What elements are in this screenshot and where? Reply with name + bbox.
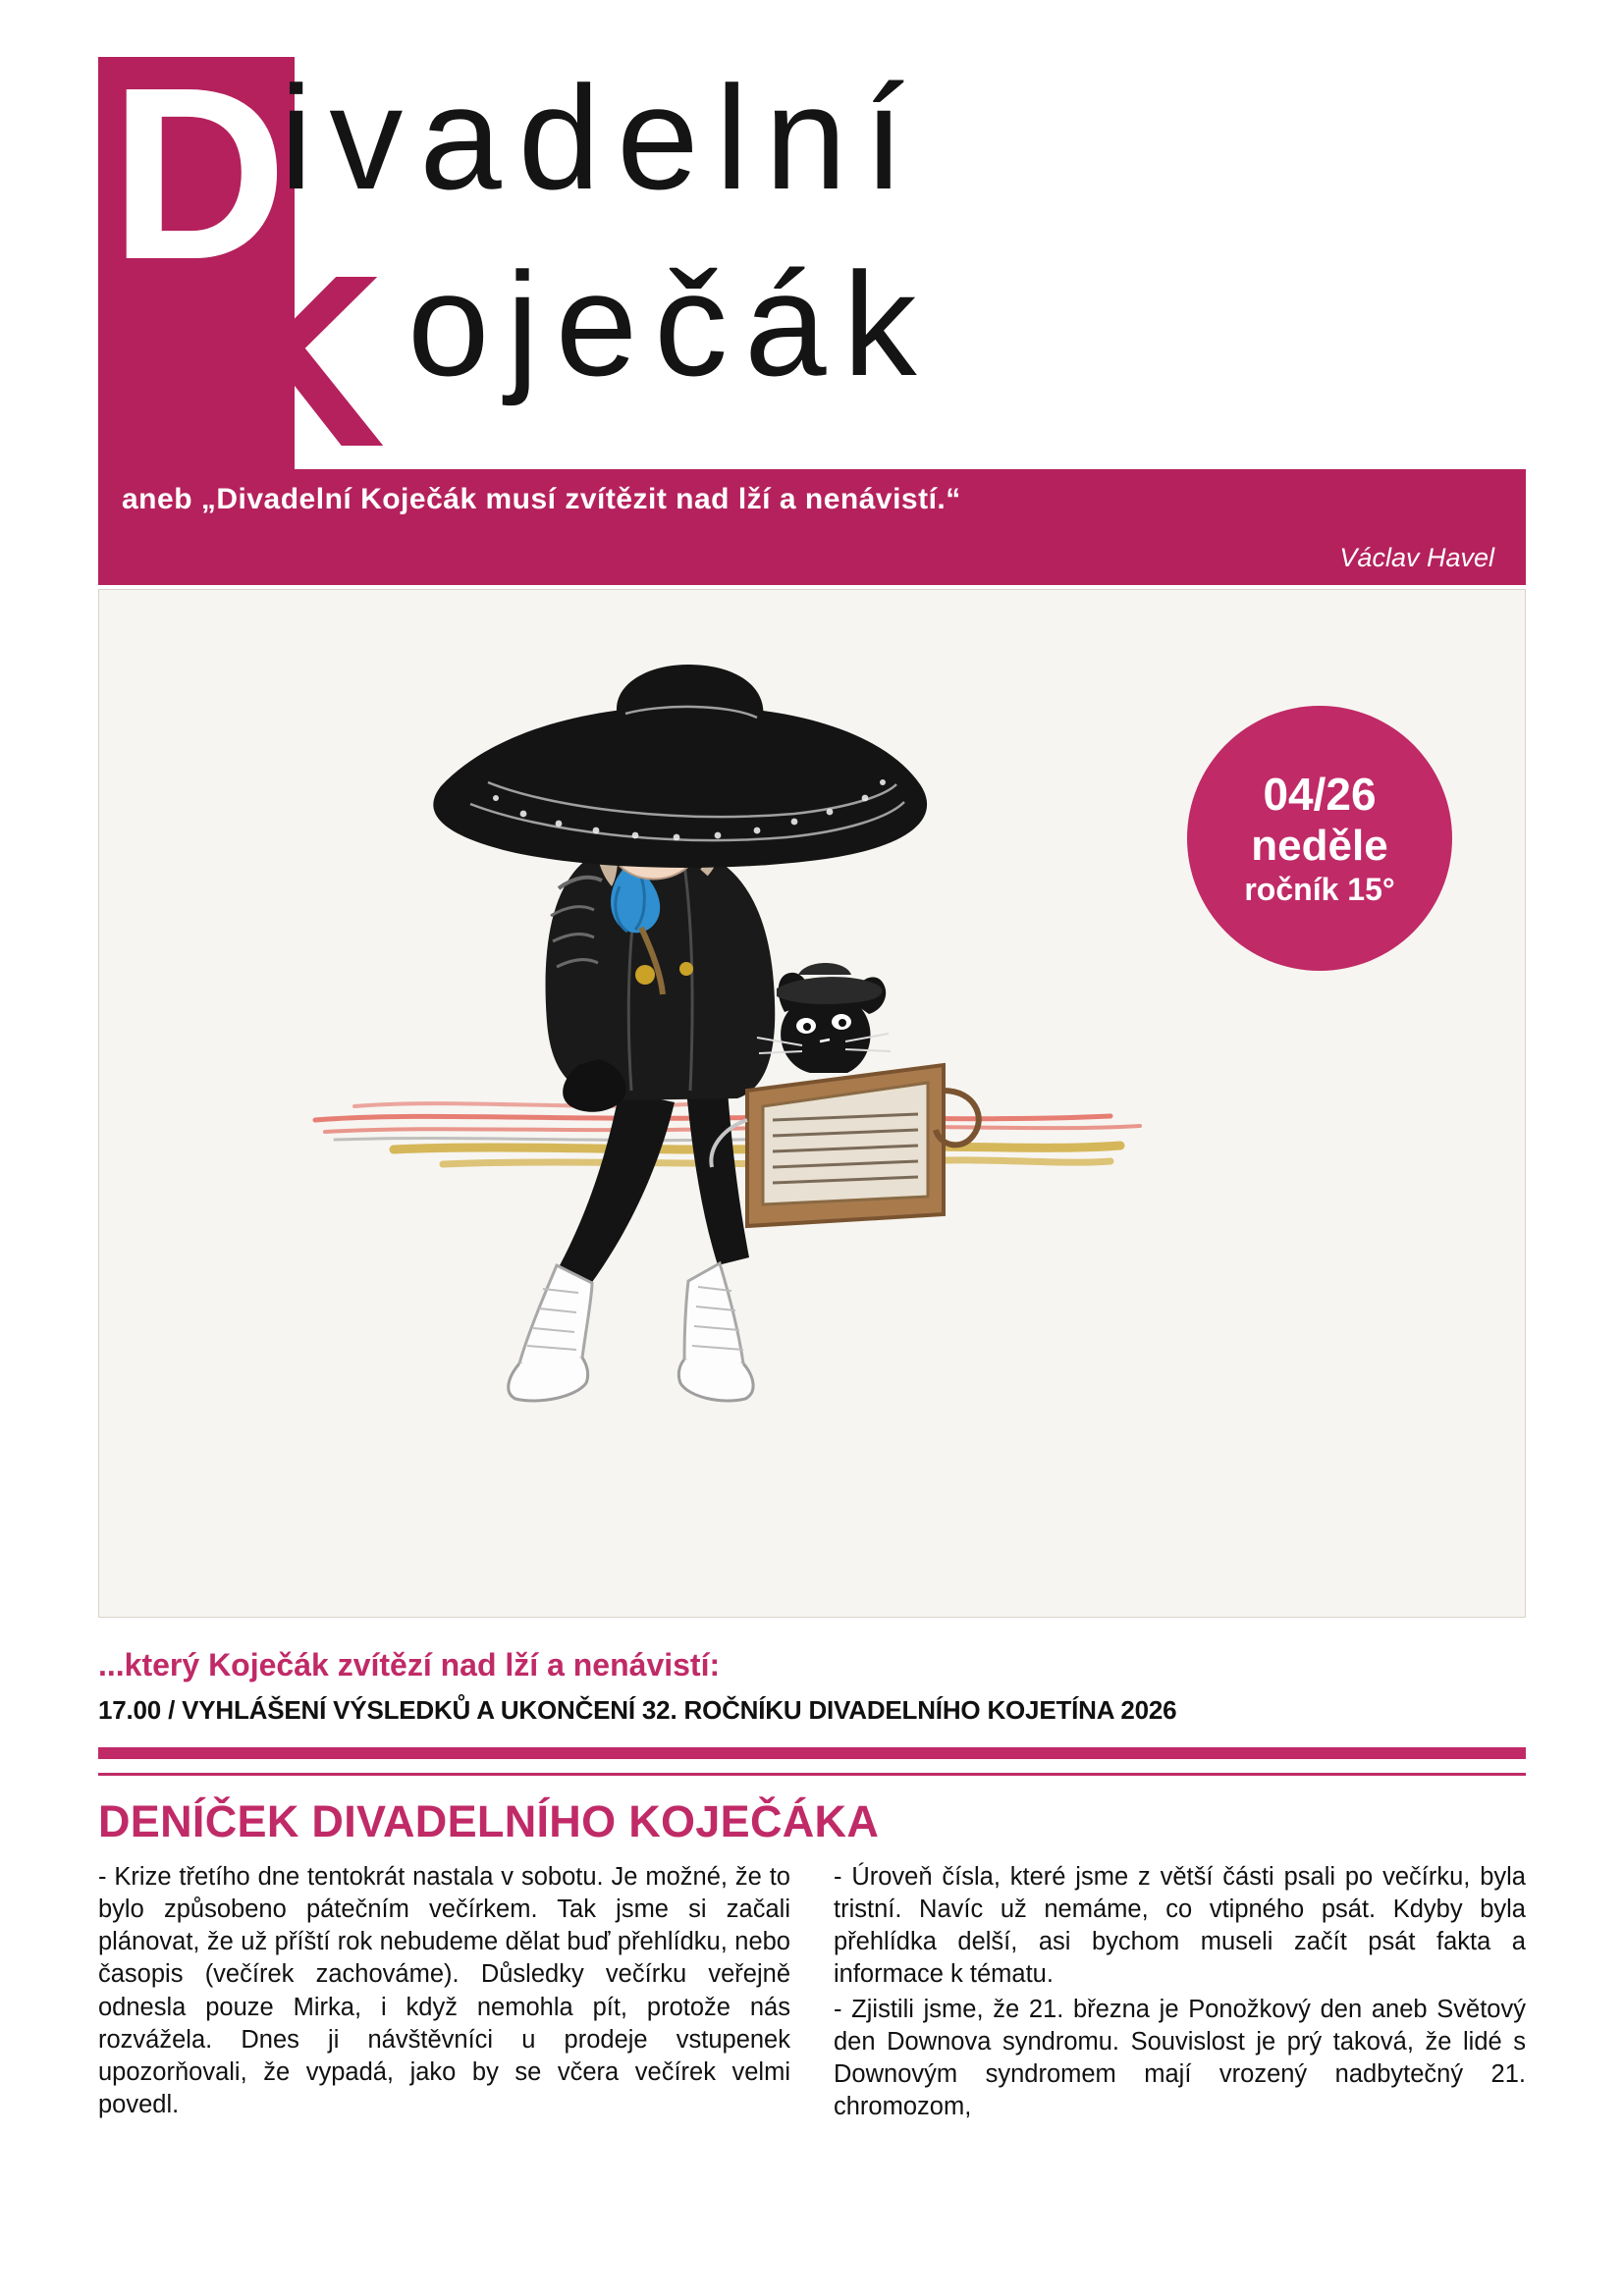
divider-thick	[98, 1747, 1526, 1759]
programme-headline: ...který Koječák zvítězí nad lží a nenávistí:	[98, 1647, 721, 1682]
diary-paragraph: - Krize třetího dne tentokrát nastala v sobotu. Je možné, že to bylo způsobeno pátečním večírkem. Tak jsme si začali plánovat, že už příští rok nebudeme dělat buď přehlídku, nebo časopis (večírek zachováme). Důsledky večírku veřejně odnesla pouze Mirka, i když nemohla pít, protože nás rozvážela. Dnes ji návštěvníci u prodeje vstupenek upozorňovali, že vypadá, jako by se včera večírek velmi povedl.	[98, 1863, 790, 2118]
issue-badge	[1187, 706, 1452, 971]
diary-paragraph: - Zjistili jsme, že 21. března je Ponožkový den aneb Světový den Downova syndromu. Souvislost je prý taková, že lidé s Downovým syndromem mají vrozený nadbytečný 21. chromozom,	[834, 1995, 1526, 2120]
masthead-word-kojecak: oječák	[407, 241, 934, 406]
diary-columns	[98, 1861, 1526, 2125]
diary-column-right	[834, 1861, 1526, 2125]
issue-date: 04/26	[1263, 769, 1377, 821]
issue-day: neděle	[1251, 822, 1388, 871]
programme-line: 17.00 / VYHLÁŠENÍ VÝSLEDKŮ A UKONČENÍ 32. ROČNÍKU DIVADELNÍHO KOJETÍNA 2026	[98, 1695, 1177, 1725]
diary-paragraph: - Úroveň čísla, které jsme z větší části psali po večírku, byla tristní. Navíc už nemáme, co vtipného psát. Kdyby byla přehlídka delší, asi bychom museli začít psát fakta a informace k tématu.	[834, 1863, 1526, 1989]
diary-column-left	[98, 1861, 790, 2125]
motto-author: Václav Havel	[1339, 543, 1494, 572]
illustration-panel	[98, 589, 1526, 1618]
issue-volume: ročník 15°	[1244, 872, 1395, 908]
diary-section	[98, 1796, 1526, 2125]
masthead-word-divadelni: ivadelní	[280, 55, 922, 220]
programme-block	[98, 1647, 1526, 1726]
divider-thin	[98, 1773, 1526, 1776]
masthead-letter-d: D	[110, 36, 284, 310]
masthead	[0, 0, 1624, 498]
motto-text: aneb „Divadelní Koječák musí zvítězit nad lží a nenávistí.“	[122, 483, 961, 515]
cover-illustration	[296, 629, 1277, 1572]
diary-title: DENÍČEK DIVADELNÍHO KOJEČÁKA	[98, 1796, 880, 1846]
masthead-letter-k: K	[208, 224, 382, 498]
